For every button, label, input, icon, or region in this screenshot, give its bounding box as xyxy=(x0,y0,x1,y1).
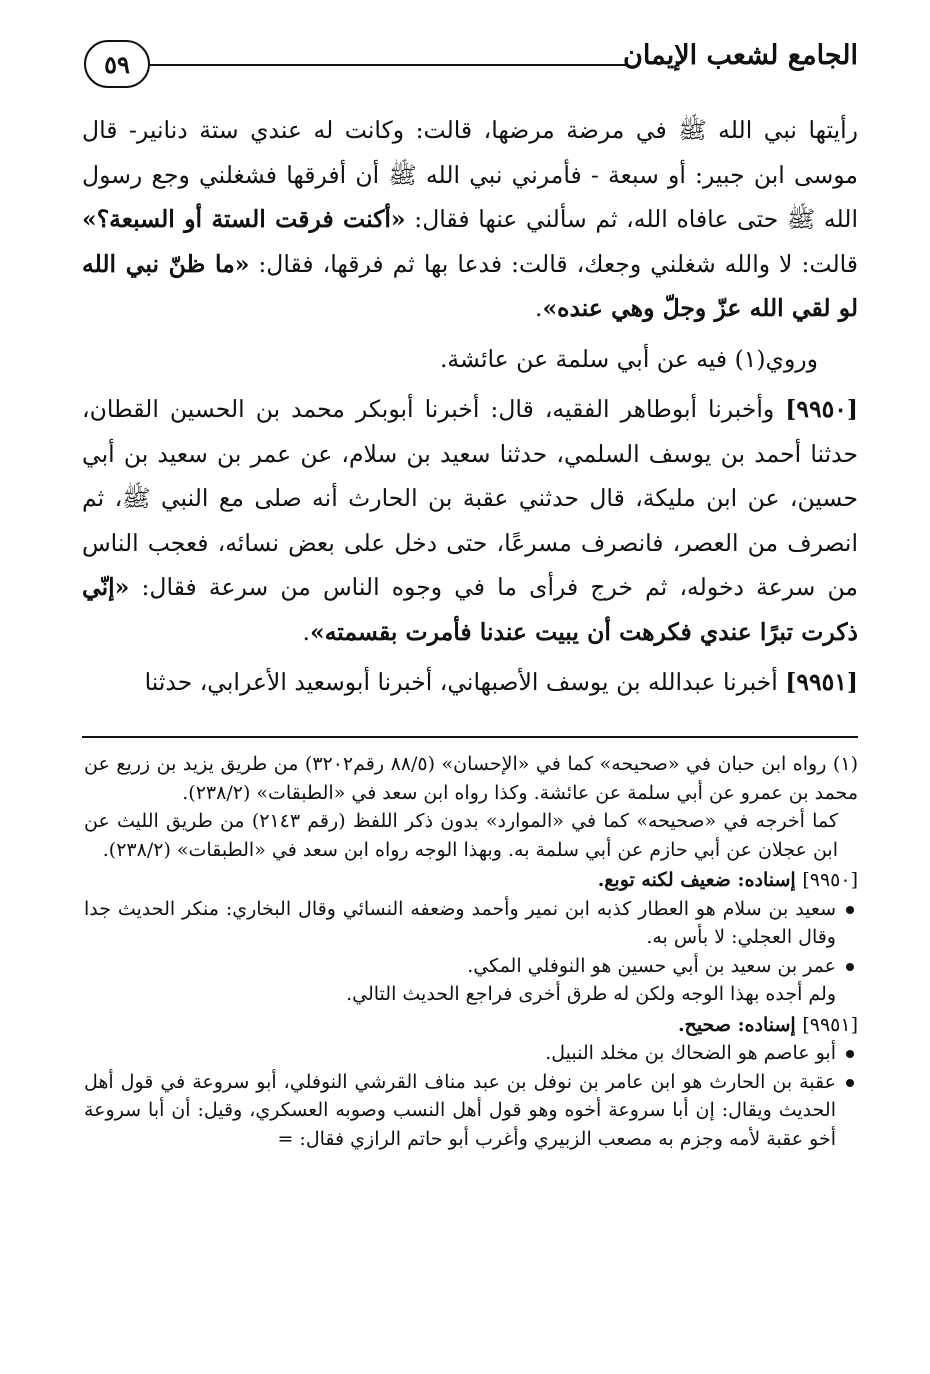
narrator-note: سعيد بن سلام هو العطار كذبه ابن نمير وأحمد وضعفه النسائي وقال البخاري: منكر الحديث جدا وقال العجلي: لا بأس به. xyxy=(84,895,858,952)
text-run: وأخبرنا أبوطاهر الفقيه، قال: أخبرنا أبوبكر محمد بن الحسين القطان، حدثنا أحمد بن يوسف السلمي، حدثنا سعيد بن سلام، عن عمر بن سعيد بن أبي حسين، عن ابن مليكة، قال حدثني عقبة بن الحارث أنه صلى مع النبي ﷺ، ثم انصرف من العصر، فانصرف مسرعًا، حتى دخل على بعض نسائه، فعجب الناس من سرعة دخوله، ثم خرج فرأى ما في وجوه الناس من سرعة فقال: xyxy=(82,395,858,601)
text-run: رأيتها نبي الله ﷺ في مرضة مرضها، قالت: وكانت له عندي ستة دنانير- قال موسى ابن جبير: أو سبعة - فأمرني نبي الله ﷺ أن أفرقها فشغلني وجع رسول الله ﷺ حتى عافاه الله، ثم سألني عنها فقال: xyxy=(82,116,858,233)
hadith-quote: «أكنت فرقت الستة أو السبعة؟» xyxy=(82,205,406,233)
page-number: ٥٩ xyxy=(84,40,150,88)
narrator-note: عقبة بن الحارث هو ابن عامر بن نوفل بن عبد مناف القرشي النوفلي، أبو سروعة في قول أهل الحديث ويقال: إن أبا سروعة أخوه وهو قول أهل النسب وصوبه العسكري، وقيل: أن أبا سروعة أخو عقبة لأمه وجزم به مصعب الزبيري وأغرب أبو حاتم الرازي فقال: = xyxy=(84,1068,858,1154)
paragraph-continuation xyxy=(82,108,858,331)
narrator-note: أبو عاصم هو الضحاك بن مخلد النبيل. xyxy=(84,1039,858,1068)
text-run: قالت: لا والله شغلني وجعك، قالت: فدعا بها ثم فرقها، فقال: xyxy=(249,249,858,278)
footnote-1-continuation: كما أخرجه في «صحيحه» كما في «الموارد» بدون ذكر اللفظ (رقم ٢١٤٣) من طريق الليث عن ابن عجلان عن أبي حازم عن أبي سلمة به. وبهذا الوجه رواه ابن سعد في «الطبقات» (٢٣٨/٢). xyxy=(84,810,838,861)
grading-9950 xyxy=(84,866,858,895)
hadith-9950 xyxy=(82,387,858,654)
hadith-quote: «إنّي ذكرت تبرًا عندي فكرهت أن يبيت عندنا فأمرت بقسمته» xyxy=(82,573,858,646)
hadith-9951 xyxy=(82,660,858,705)
text-run: . xyxy=(534,294,543,322)
header-rule xyxy=(148,64,626,66)
page-header xyxy=(84,34,858,94)
text-run: أخبرنا عبدالله بن يوسف الأصبهاني، أخبرنا أبوسعيد الأعرابي، حدثنا xyxy=(144,668,786,696)
footnote-separator xyxy=(82,736,858,738)
footnotes xyxy=(84,750,858,1153)
grading-label: إسناده: ضعيف لكنه توبع. xyxy=(597,869,803,891)
hadith-number: [٩٩٥٠] xyxy=(802,869,858,891)
grading-label: إسناده: صحيح. xyxy=(677,1013,803,1036)
text-run: . xyxy=(302,617,311,646)
narrator-note: عمر بن سعيد بن أبي حسين هو النوفلي المكي. xyxy=(84,952,858,981)
hadith-number: [٩٩٥٠] xyxy=(785,395,858,423)
cross-reference-note: ولم أجده بهذا الوجه ولكن له طرق أخرى فراجع الحديث التالي. xyxy=(346,983,836,1005)
main-text xyxy=(82,108,858,705)
hadith-number: [٩٩٥١] xyxy=(785,668,858,696)
paragraph-riwaya: وروي(١) فيه عن أبي سلمة عن عائشة. xyxy=(439,344,818,373)
hadith-quote: «ما ظنّ نبي الله لو لقي الله عزّ وجلّ وهي عنده» xyxy=(82,249,858,322)
footnote-1: (١) رواه ابن حبان في «صحيحه» كما في «الإحسان» (٨٨/٥ رقم٣٢٠٢) من طريق يزيد بن زريع عن محمد بن عمرو عن أبي سلمة عن عائشة. وكذا رواه ابن سعد في «الطبقات» (٢٣٨/٢). xyxy=(84,753,858,804)
hadith-number: [٩٩٥١] xyxy=(802,1013,858,1036)
book-title: الجامع لشعب الإيمان xyxy=(623,40,858,71)
grading-9951 xyxy=(84,1011,858,1040)
